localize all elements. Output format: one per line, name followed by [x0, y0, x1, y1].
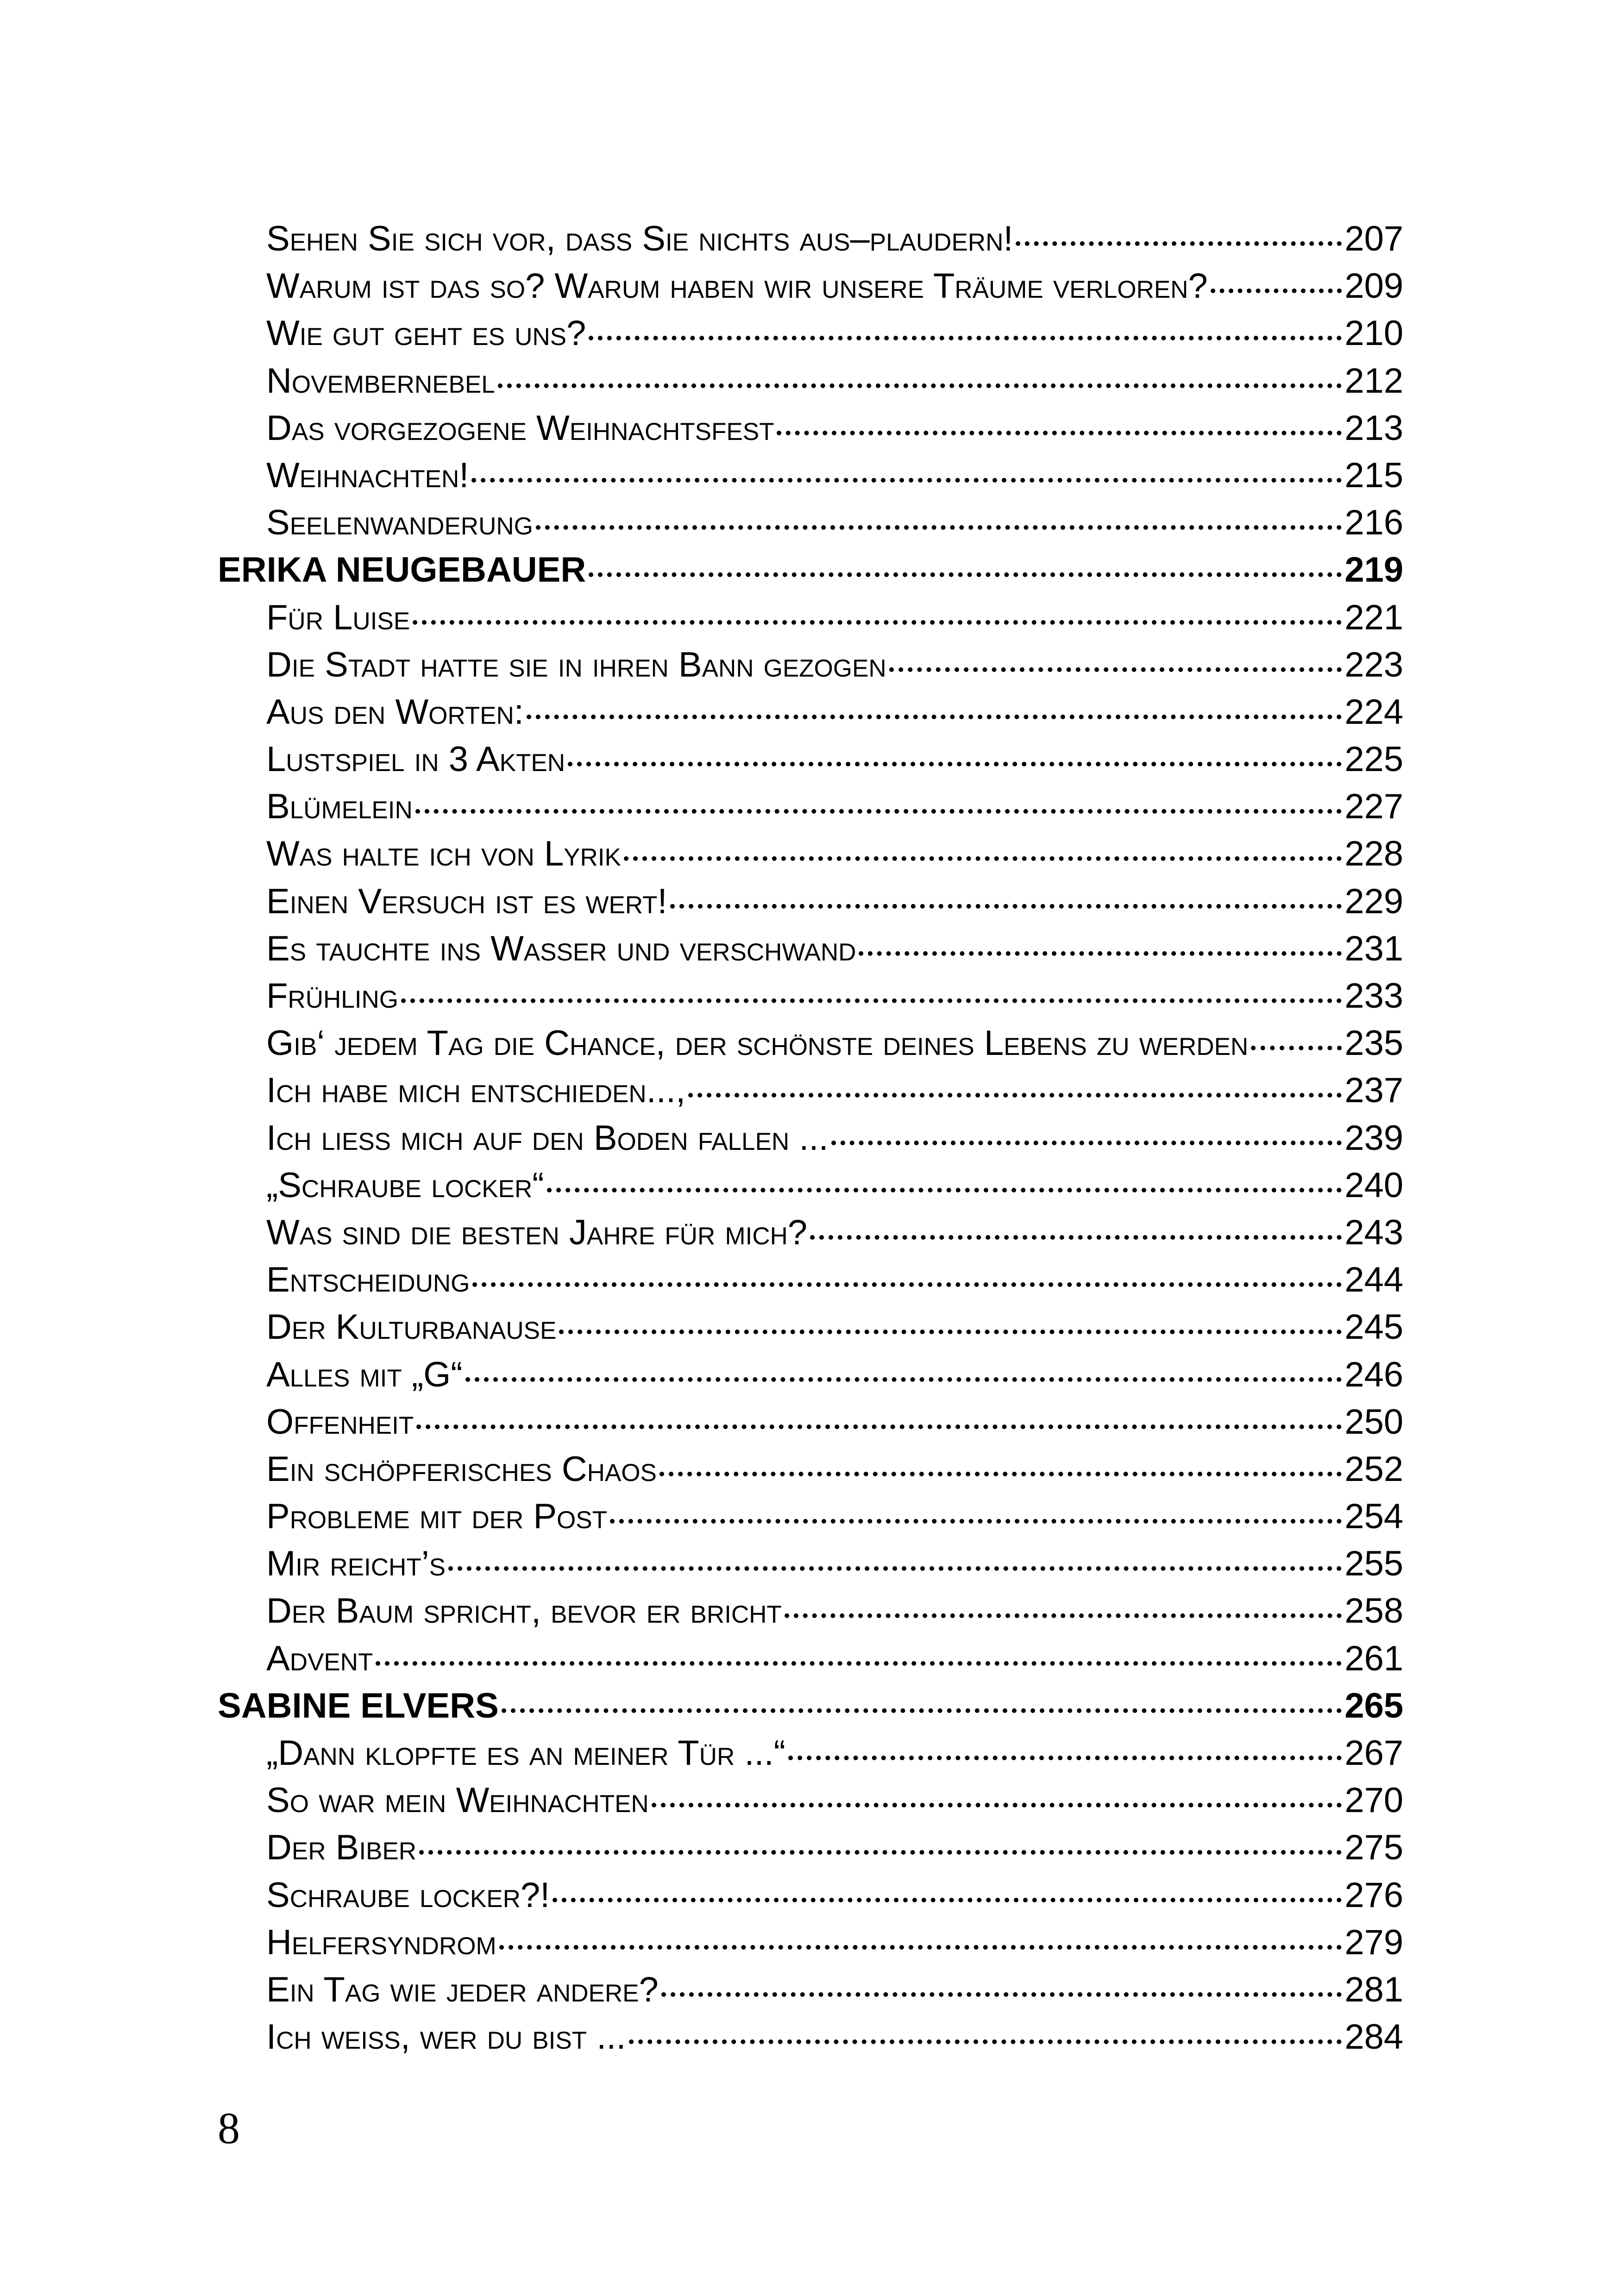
toc-entry [218, 1260, 1403, 1307]
toc-entry [218, 455, 1403, 502]
entry-title: Entscheidung [266, 1260, 470, 1300]
page-ref: 279 [1345, 1922, 1403, 1962]
toc-entry [218, 1355, 1403, 1402]
toc-entry [218, 1733, 1403, 1780]
page-ref: 219 [1345, 550, 1403, 590]
entry-title: Offenheit [266, 1402, 414, 1442]
toc-entry [218, 266, 1403, 313]
entry-title: Die Stadt hatte sie in ihren Bann gezogen [266, 645, 886, 684]
toc-entry [218, 1591, 1403, 1638]
page-ref: 244 [1345, 1260, 1403, 1300]
entry-title: Helfersyndrom [266, 1922, 496, 1962]
dot-leader [777, 431, 1342, 435]
page-ref: 270 [1345, 1781, 1403, 1820]
page-ref: 240 [1345, 1165, 1403, 1205]
toc-entry [218, 502, 1403, 550]
entry-title: Ich habe mich entschieden..., [266, 1071, 686, 1110]
entry-title: Blümelein [266, 787, 413, 827]
dot-leader [831, 1141, 1342, 1145]
toc-entry [218, 1970, 1403, 2017]
page-number: 8 [218, 2103, 240, 2153]
toc-entry [218, 1307, 1403, 1354]
entry-title: Advent [266, 1638, 373, 1678]
toc-entry [218, 1922, 1403, 1970]
toc-entry [218, 1449, 1403, 1496]
page-ref: 216 [1345, 503, 1403, 543]
dot-leader [1251, 1046, 1342, 1050]
page-ref: 207 [1345, 219, 1403, 258]
dot-leader [624, 856, 1342, 861]
page-ref: 210 [1345, 314, 1403, 353]
dot-leader [471, 478, 1342, 483]
toc-entry [218, 834, 1403, 881]
page-ref: 281 [1345, 1970, 1403, 2009]
entry-title: Novembernebel [266, 361, 495, 401]
toc-entry [218, 1165, 1403, 1212]
page-ref: 276 [1345, 1875, 1403, 1915]
page-ref: 252 [1345, 1449, 1403, 1489]
dot-leader [688, 1093, 1342, 1098]
toc-entry [218, 1496, 1403, 1543]
dot-leader [376, 1661, 1342, 1666]
toc-entry [218, 1212, 1403, 1260]
toc-entry [218, 219, 1403, 266]
entry-title: Der Biber [266, 1828, 417, 1868]
entry-title: Ein schöpferisches Chaos [266, 1449, 657, 1489]
page-ref: 254 [1345, 1497, 1403, 1537]
page-ref: 223 [1345, 645, 1403, 684]
page-ref: 237 [1345, 1071, 1403, 1110]
page-ref: 228 [1345, 834, 1403, 874]
dot-leader [401, 998, 1342, 1003]
dot-leader [670, 904, 1342, 909]
dot-leader [559, 1330, 1342, 1334]
toc-entry [218, 1023, 1403, 1070]
toc-entry [218, 739, 1403, 786]
toc-entry [218, 1638, 1403, 1686]
toc-entry [218, 1780, 1403, 1827]
entry-title: Was halte ich von Lyrik [266, 834, 621, 874]
dot-leader [547, 1188, 1342, 1192]
dot-leader [553, 1898, 1342, 1902]
toc-entry [218, 313, 1403, 360]
page-ref: 258 [1345, 1591, 1403, 1631]
page-ref: 265 [1345, 1686, 1403, 1725]
dot-leader [610, 1519, 1342, 1524]
toc-entry [218, 1875, 1403, 1922]
dot-leader [419, 1850, 1342, 1855]
page-ref: 233 [1345, 976, 1403, 1016]
dot-leader [416, 1424, 1342, 1429]
page-ref: 261 [1345, 1638, 1403, 1678]
page-ref: 275 [1345, 1828, 1403, 1868]
dot-leader [1211, 289, 1342, 293]
dot-leader [536, 525, 1342, 530]
dot-leader [568, 762, 1342, 766]
toc-entry [218, 1118, 1403, 1165]
toc-entry [218, 645, 1403, 692]
entry-title: Was sind die besten Jahre für mich? [266, 1212, 808, 1252]
entry-title: Mir reicht’s [266, 1544, 446, 1584]
toc-author-heading [218, 1686, 1403, 1733]
page-ref: 221 [1345, 597, 1403, 637]
toc-entry [218, 2017, 1403, 2064]
dot-leader [448, 1566, 1342, 1571]
entry-title: Sehen Sie sich vor, dass Sie nichts aus–plaudern! [266, 219, 1013, 258]
entry-title: Warum ist das so? Warum haben wir unsere Träume verloren? [266, 266, 1208, 306]
toc-entry [218, 1543, 1403, 1591]
page-ref: 213 [1345, 408, 1403, 448]
dot-leader [415, 809, 1342, 814]
entry-title: Der Kulturbanause [266, 1307, 557, 1347]
entry-title: Der Baum spricht, bevor er bricht [266, 1591, 782, 1631]
toc-entry [218, 928, 1403, 976]
toc-entry [218, 881, 1403, 928]
entry-title: Seelenwanderung [266, 503, 533, 543]
page-ref: 225 [1345, 740, 1403, 779]
toc-entry [218, 597, 1403, 645]
dot-leader [629, 2039, 1342, 2044]
dot-leader [810, 1235, 1342, 1240]
dot-leader [889, 667, 1342, 672]
dot-leader [527, 715, 1342, 719]
entry-title: Einen Versuch ist es wert! [266, 881, 667, 921]
toc-entry [218, 1827, 1403, 1875]
toc-entry [218, 408, 1403, 455]
dot-leader [498, 383, 1342, 388]
dot-leader [502, 1708, 1342, 1713]
dot-leader [788, 1756, 1342, 1760]
toc-entry [218, 1070, 1403, 1117]
page-ref: 227 [1345, 787, 1403, 827]
toc-entry [218, 1402, 1403, 1449]
entry-title: Lustspiel in 3 Akten [266, 740, 565, 779]
dot-leader [413, 620, 1342, 625]
page-ref: 235 [1345, 1023, 1403, 1063]
page-ref: 245 [1345, 1307, 1403, 1347]
dot-leader [465, 1377, 1342, 1382]
page-ref: 215 [1345, 455, 1403, 495]
toc-entry [218, 692, 1403, 739]
entry-title: Probleme mit der Post [266, 1497, 608, 1537]
dot-leader [472, 1282, 1342, 1287]
entry-title: Das vorgezogene Weihnachtsfest [266, 408, 774, 448]
page-ref: 224 [1345, 692, 1403, 732]
page-ref: 246 [1345, 1355, 1403, 1394]
dot-leader [660, 1472, 1342, 1476]
dot-leader [1016, 241, 1342, 246]
entry-title: Frühling [266, 976, 398, 1016]
entry-title: Weihnachten! [266, 455, 469, 495]
entry-title: „Dann klopfte es an meiner Tür ...“ [266, 1733, 785, 1773]
entry-title: Ich ließ mich auf den Boden fallen ... [266, 1118, 829, 1158]
author-name: SABINE ELVERS [218, 1686, 499, 1725]
page-ref: 229 [1345, 881, 1403, 921]
toc-entry [218, 976, 1403, 1023]
author-name: ERIKA NEUGEBAUER [218, 550, 586, 590]
table-of-contents [218, 219, 1403, 2064]
page-ref: 212 [1345, 361, 1403, 401]
entry-title: Schraube locker?! [266, 1875, 550, 1915]
toc-entry [218, 361, 1403, 408]
entry-title: „Schraube locker“ [266, 1165, 544, 1205]
page-ref: 284 [1345, 2017, 1403, 2057]
dot-leader [661, 1992, 1342, 1997]
dot-leader [785, 1613, 1342, 1618]
page-ref: 209 [1345, 266, 1403, 306]
entry-title: Ich weiß, wer du bist ... [266, 2017, 626, 2057]
entry-title: So war mein Weihnachten [266, 1781, 649, 1820]
page-ref: 250 [1345, 1402, 1403, 1442]
toc-author-heading [218, 550, 1403, 597]
page-ref: 267 [1345, 1733, 1403, 1773]
page-ref: 239 [1345, 1118, 1403, 1158]
dot-leader [589, 572, 1342, 577]
dot-leader [499, 1945, 1342, 1950]
page-ref: 243 [1345, 1212, 1403, 1252]
entry-title: Aus den Worten: [266, 692, 524, 732]
toc-entry [218, 786, 1403, 834]
entry-title: Es tauchte ins Wasser und verschwand [266, 928, 856, 968]
dot-leader [859, 951, 1342, 956]
page-ref: 255 [1345, 1544, 1403, 1584]
dot-leader [589, 336, 1342, 340]
entry-title: Alles mit „G“ [266, 1355, 463, 1394]
entry-title: Für Luise [266, 597, 410, 637]
entry-title: Ein Tag wie jeder andere? [266, 1970, 659, 2009]
page-ref: 231 [1345, 928, 1403, 968]
dot-leader [652, 1803, 1342, 1807]
entry-title: Wie gut geht es uns? [266, 314, 586, 353]
entry-title: Gib‘ jedem Tag die Chance, der schönste deines Lebens zu werden [266, 1023, 1249, 1063]
